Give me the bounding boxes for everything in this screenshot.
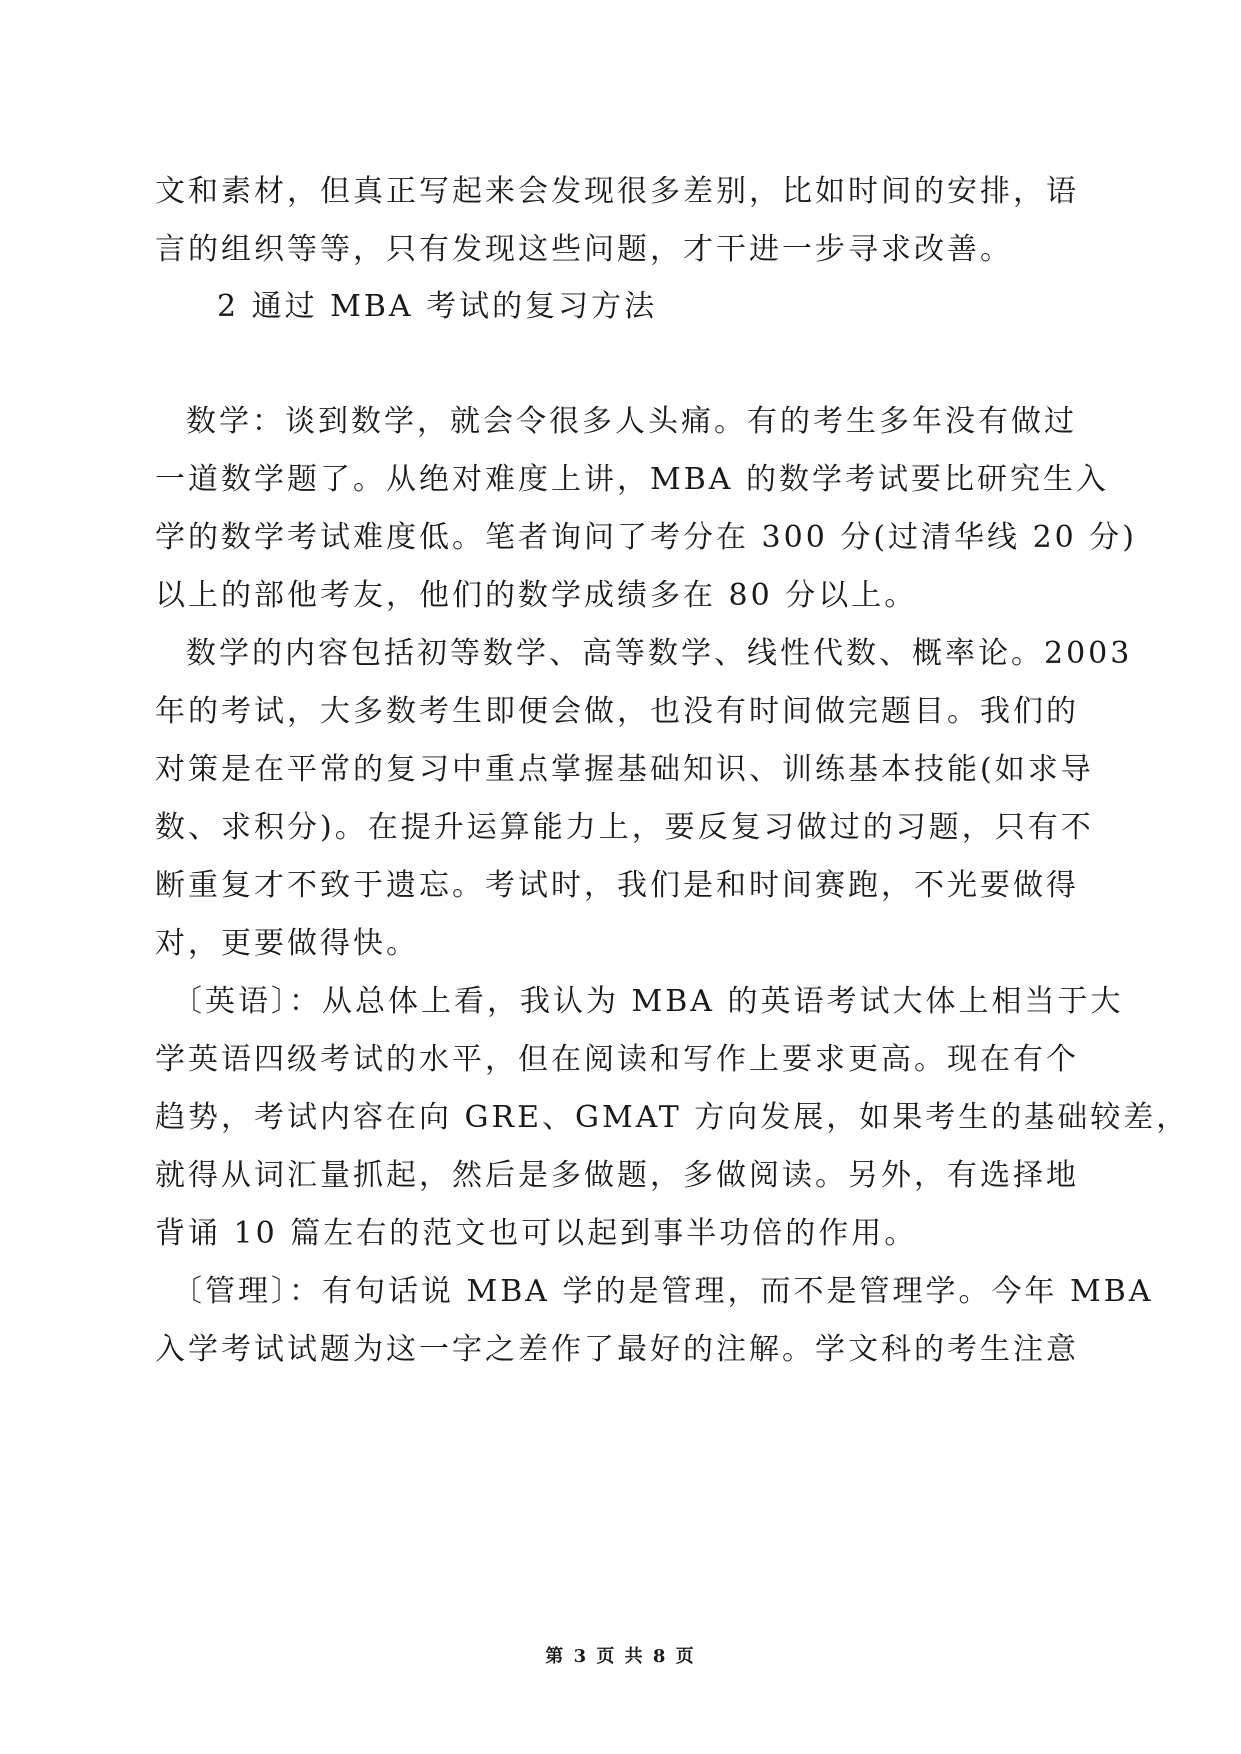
body-text-line: 〔管理〕：有句话说 MBA 学的是管理，而不是管理学。今年 MBA (172, 1274, 1154, 1309)
body-text-line: 学英语四级考试的水平，但在阅读和写作上要求更高。现在有个 (155, 1042, 1079, 1077)
body-text-line: 一道数学题了。从绝对难度上讲，MBA 的数学考试要比研究生入 (155, 462, 1109, 497)
body-text-line: 以上的部他考友，他们的数学成绩多在 80 分以上。 (155, 578, 918, 613)
body-text-line: 趋势，考试内容在向 GRE、GMAT 方向发展，如果考生的基础较差， (155, 1100, 1190, 1135)
body-text-line: 对策是在平常的复习中重点掌握基础知识、训练基本技能(如求导 (155, 752, 1094, 787)
body-text-line: 文和素材，但真正写起来会发现很多差别，比如时间的安排，语 (155, 174, 1079, 209)
section-heading: 2 通过 MBA 考试的复习方法 (217, 289, 658, 324)
body-text-line: 学的数学考试难度低。笔者询问了考分在 300 分(过清华线 20 分) (155, 520, 1137, 555)
body-text-line: 数、求积分)。在提升运算能力上，要反复习做过的习题，只有不 (155, 810, 1094, 845)
page-number-footer: 第 3 页 共 8 页 (545, 1646, 696, 1667)
body-text-line: 背诵 10 篇左右的范文也可以起到事半功倍的作用。 (155, 1216, 918, 1251)
body-text-line: 数学：谈到数学，就会令很多人头痛。有的考生多年没有做过 (186, 404, 1077, 439)
body-text-line: 断重复才不致于遗忘。考试时，我们是和时间赛跑，不光要做得 (155, 868, 1079, 903)
body-text-line: 就得从词汇量抓起，然后是多做题，多做阅读。另外，有选择地 (155, 1158, 1079, 1193)
body-text-line: 数学的内容包括初等数学、高等数学、线性代数、概率论。2003 (186, 636, 1133, 671)
body-text-line: 入学考试试题为这一字之差作了最好的注解。学文科的考生注意 (155, 1332, 1079, 1367)
body-text-line: 〔英语〕：从总体上看，我认为 MBA 的英语考试大体上相当于大 (172, 984, 1124, 1019)
body-text-line: 年的考试，大多数考生即便会做，也没有时间做完题目。我们的 (155, 694, 1079, 729)
body-text-line: 言的组织等等，只有发现这些问题，才干进一步寻求改善。 (155, 232, 1013, 267)
body-text-line: 对，更要做得快。 (155, 926, 419, 961)
